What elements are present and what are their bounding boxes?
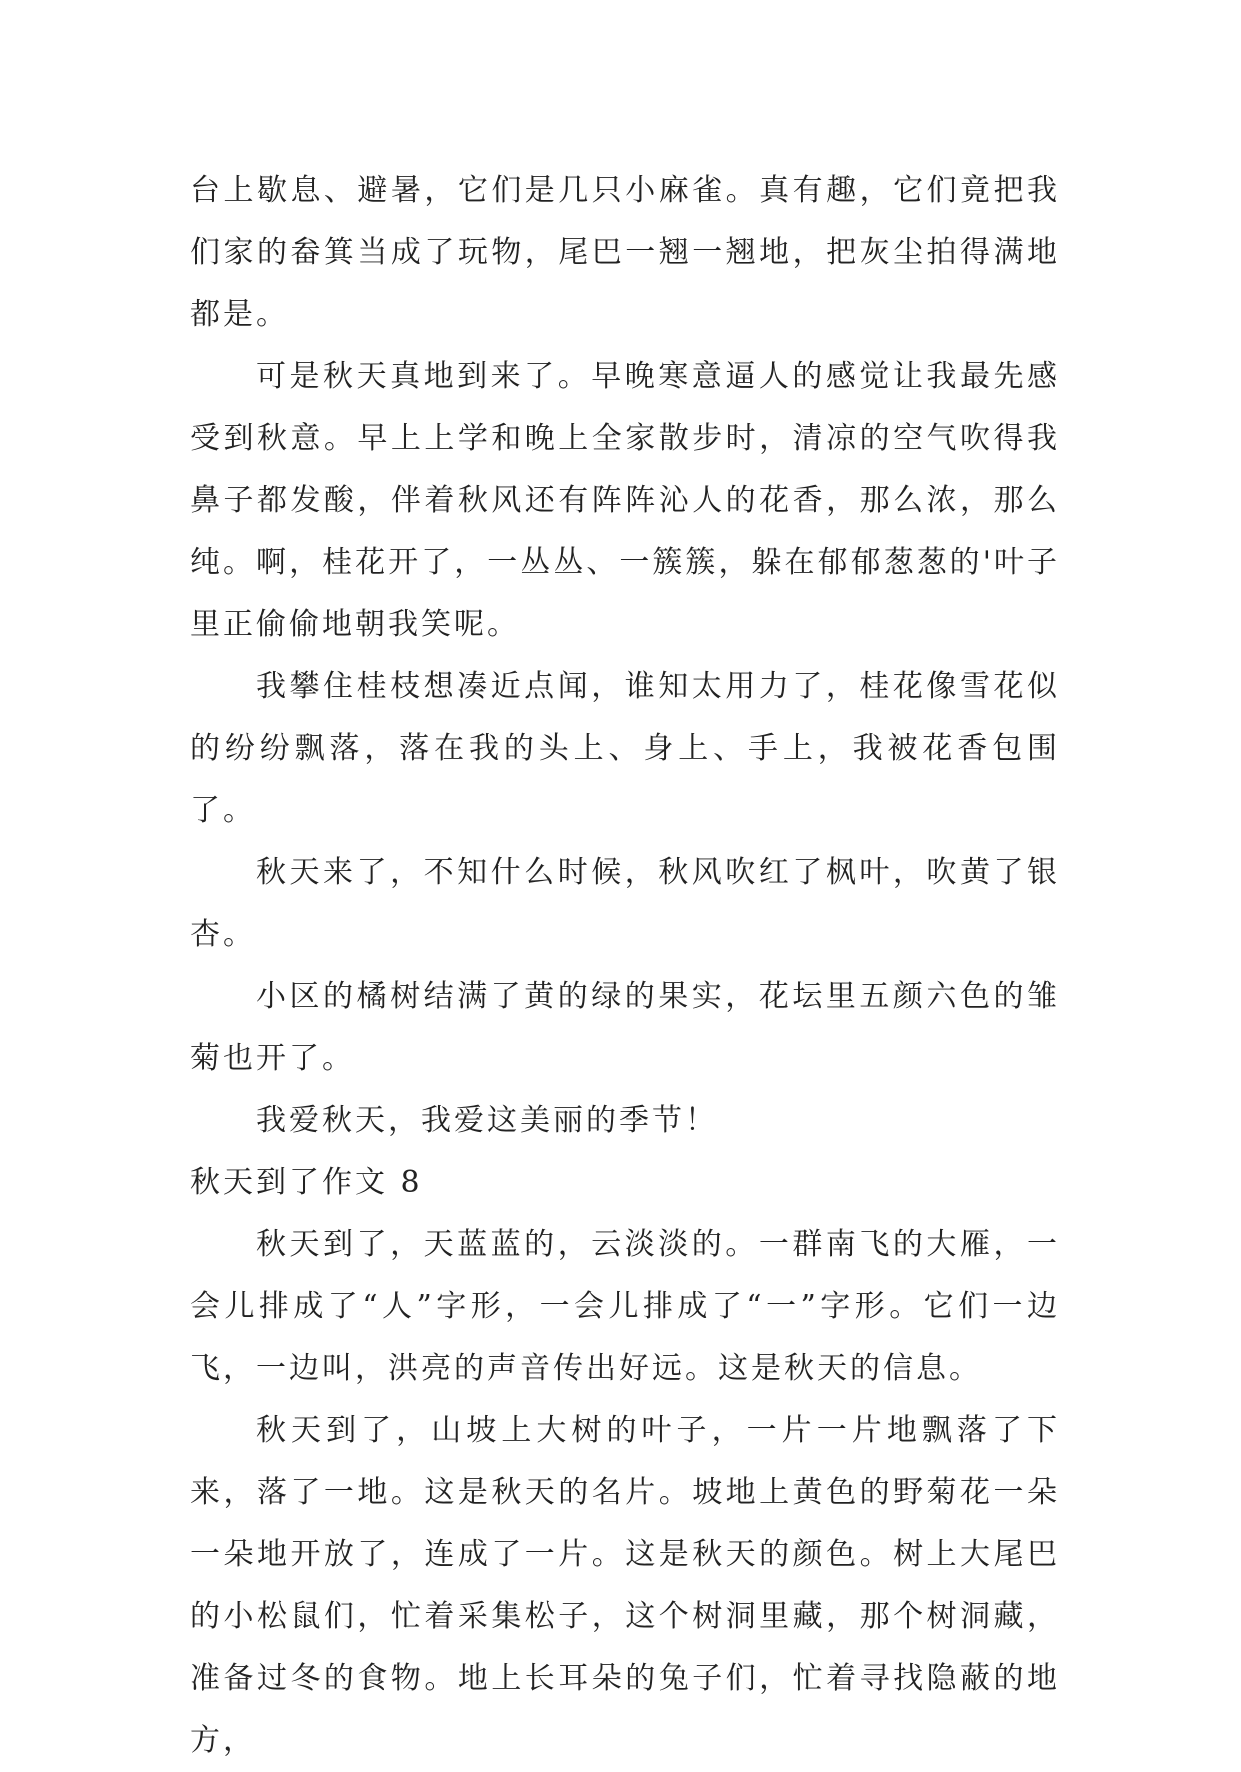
document-body xyxy=(190,160,1060,1772)
paragraph: 小区的橘树结满了黄的绿的果实，花坛里五颜六色的雏菊也开了。 xyxy=(190,979,1060,1076)
paragraph: 可是秋天真地到来了。早晚寒意逼人的感觉让我最先感受到秋意。早上上学和晚上全家散步时，清凉的空气吹得我鼻子都发酸，伴着秋风还有阵阵沁人的花香，那么浓，那么纯。啊，桂花开了，一丛丛、一簇簇，躲在郁郁葱葱的'叶子里正偷偷地朝我笑呢。 xyxy=(190,359,1060,642)
paragraph-continuation: 台上歇息、避暑，它们是几只小麻雀。真有趣，它们竟把我们家的畚箕当成了玩物，尾巴一翘一翘地，把灰尘拍得满地都是。 xyxy=(190,173,1060,332)
section-heading: 秋天到了作文 8 xyxy=(190,1165,423,1200)
paragraph: 我爱秋天，我爱这美丽的季节！ xyxy=(256,1103,718,1138)
paragraph: 我攀住桂枝想凑近点闻，谁知太用力了，桂花像雪花似的纷纷飘落，落在我的头上、身上、手上，我被花香包围了。 xyxy=(190,669,1060,828)
paragraph: 秋天到了，山坡上大树的叶子，一片一片地飘落了下来，落了一地。这是秋天的名片。坡地上黄色的野菊花一朵一朵地开放了，连成了一片。这是秋天的颜色。树上大尾巴的小松鼠们，忙着采集松子，这个树洞里藏，那个树洞藏，准备过冬的食物。地上长耳朵的兔子们，忙着寻找隐蔽的地方， xyxy=(190,1413,1060,1758)
paragraph: 秋天到了，天蓝蓝的，云淡淡的。一群南飞的大雁，一会儿排成了“人”字形，一会儿排成了“一”字形。它们一边飞，一边叫，洪亮的声音传出好远。这是秋天的信息。 xyxy=(190,1227,1060,1386)
paragraph: 秋天来了，不知什么时候，秋风吹红了枫叶，吹黄了银杏。 xyxy=(190,855,1060,952)
